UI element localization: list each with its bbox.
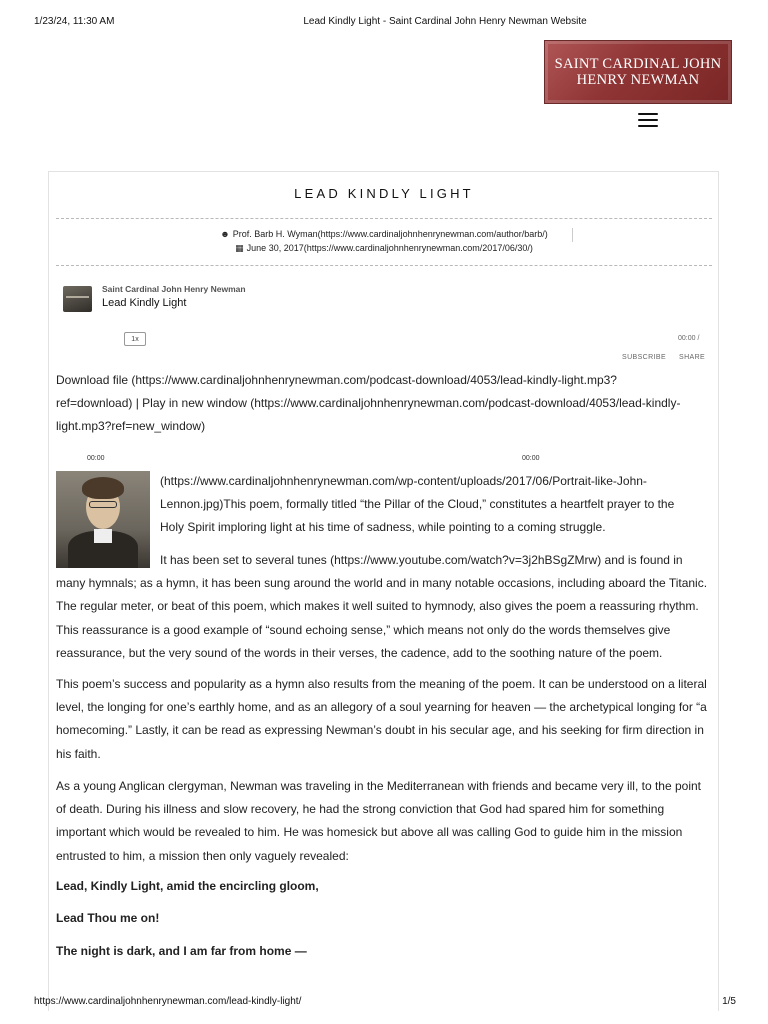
playback-speed-button[interactable]: 1x	[124, 332, 146, 346]
logo-line-1: SAINT CARDINAL JOHN	[554, 56, 722, 72]
tunes-line-1[interactable]: It has been set to several tunes (https://www.youtube.com/watch?v=3j2hBSgZMrw) and is found in	[160, 553, 683, 567]
intro-line-2: Lennon.jpg)This poem, formally titled “the Pillar of the Cloud,” constitutes a heartfelt prayer to the	[160, 497, 675, 512]
verse-line-2: Lead Thou me on!	[56, 911, 160, 925]
meta-separator	[572, 228, 573, 242]
intro-line-3: Holy Spirit imploring light at his time of sadness, while pointing to a coming struggle.	[160, 520, 606, 535]
hamburger-menu-icon[interactable]	[638, 113, 658, 127]
verse-line-1: Lead, Kindly Light, amid the encircling gloom,	[56, 879, 319, 893]
player2-time-right: 00:00	[522, 455, 540, 462]
divider-bottom	[56, 265, 712, 266]
post-title: LEAD KINDLY LIGHT	[294, 186, 474, 201]
paragraph-tunes	[56, 549, 712, 665]
logo-line-2: HENRY NEWMAN	[576, 72, 700, 88]
podcast-thumbnail	[63, 286, 92, 312]
subscribe-button[interactable]: SUBSCRIBE	[622, 354, 667, 361]
paragraph-history: As a young Anglican clergyman, Newman was traveling in the Mediterranean with friends and became very ill, to the point of death. During his illness and slow recovery, he had the strong conviction that God had spared him for something important which would be revealed to him. He was homesick but above all was calling God to guide him in the mission entrusted to him, a mission then only vaguely revealed:	[56, 779, 702, 863]
podcast-episode-title: Lead Kindly Light	[102, 297, 187, 309]
share-button[interactable]: SHARE	[679, 354, 706, 361]
download-line-2[interactable]: ref=download) | Play in new window (https://www.cardinaljohnhenrynewman.com/podcast-download/4053/lead-kindly-	[56, 396, 681, 411]
print-footer-url: https://www.cardinaljohnhenrynewman.com/lead-kindly-light/	[34, 996, 302, 1007]
divider-top	[56, 218, 712, 219]
print-page-title: Lead Kindly Light - Saint Cardinal John Henry Newman Website	[303, 16, 587, 27]
calendar-icon: ▦	[235, 243, 244, 253]
download-line-1[interactable]: Download file (https://www.cardinaljohnhenrynewman.com/podcast-download/4053/lead-kindly-light.mp3?	[56, 373, 617, 387]
print-datetime: 1/23/24, 11:30 AM	[34, 16, 115, 27]
player2-time-left: 00:00	[87, 455, 105, 462]
podcast-show-name: Saint Cardinal John Henry Newman	[102, 284, 246, 294]
site-logo[interactable]	[544, 40, 732, 104]
download-links[interactable]	[56, 369, 712, 439]
verse-line-3: The night is dark, and I am far from home —	[56, 944, 307, 958]
intro-line-1[interactable]: (https://www.cardinaljohnhenrynewman.com/wp-content/uploads/2017/06/Portrait-like-John-	[160, 474, 647, 488]
podcast-time: 00:00 /	[678, 335, 700, 342]
post-author[interactable]	[0, 229, 768, 239]
user-circle-icon: ☻	[220, 229, 230, 239]
post-date[interactable]	[0, 243, 768, 254]
post-date-link[interactable]: June 30, 2017(https://www.cardinaljohnhenrynewman.com/2017/06/30/)	[246, 243, 533, 253]
paragraph-meaning: This poem’s success and popularity as a hymn also results from the meaning of the poem. It can be understood on a literal level, the longing for one’s earthly home, and as an allegory of a soul yearning for heaven — the archetypical longing for “a homecoming.” Lastly, it can be read as expressing Newman’s doubt in his secular age, and his seeking for firm direction in his faith.	[56, 677, 707, 761]
download-line-3[interactable]: light.mp3?ref=new_window)	[56, 419, 206, 434]
print-header	[0, 0, 768, 40]
print-page-number: 1/5	[722, 996, 736, 1007]
tunes-body: many hymnals; as a hymn, it has been sung around the world and in many notable occasions, including aboard the Titanic. The regular meter, or beat of this poem, which makes it well suited to hymnody, also gives the poem a reassuring rhythm. This reassurance is a good example of “sound echoing sense,” which means not only do the words themselves give reassurance, but the very sound of the words in their verses, the cadence, add to the soothing nature of the poem.	[56, 576, 708, 660]
post-author-link[interactable]: Prof. Barb H. Wyman(https://www.cardinaljohnhenrynewman.com/author/barb/)	[232, 229, 548, 239]
intro-paragraph	[160, 470, 712, 540]
